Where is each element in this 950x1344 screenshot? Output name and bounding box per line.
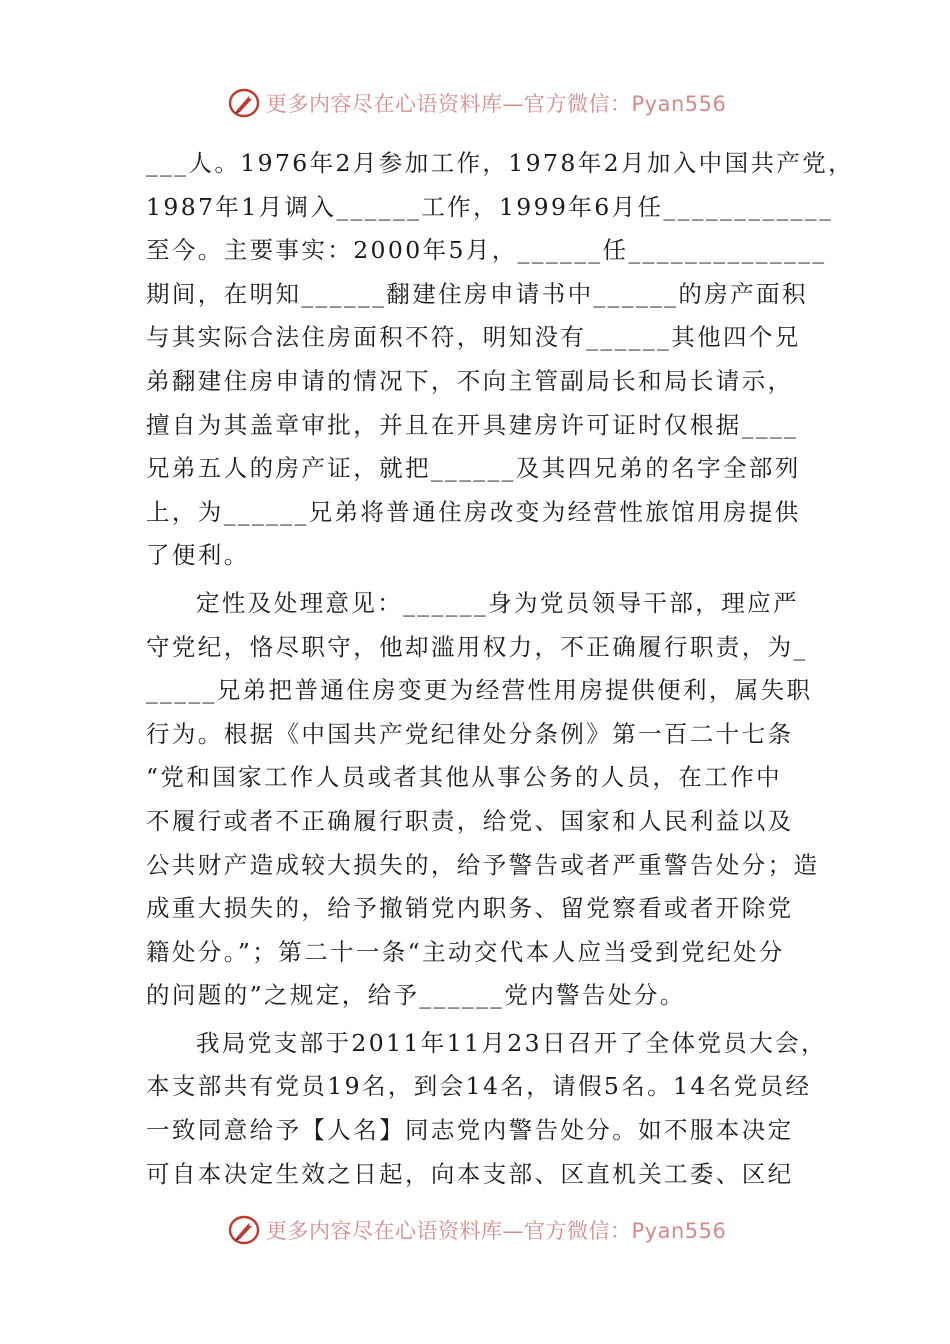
text-line: 的问题的”之规定，给予______党内警告处分。: [146, 981, 686, 1010]
header-banner: [228, 86, 726, 120]
text-line: ___人。1976年2月参加工作，1978年2月加入中国共产党，: [146, 149, 855, 177]
text-line: _____兄弟把普通住房变更为经营性用房提供便利，属失职: [146, 676, 813, 705]
text-line: 守党纪，恪尽职守，他却滥用权力，不正确履行职责，为_: [146, 632, 808, 661]
text-line: “党和国家工作人员或者其他从事公务的人员，在工作中: [146, 763, 783, 792]
text-line: 上，为______兄弟将普通住房改变为经营性旅馆用房提供: [146, 497, 801, 526]
text-line: 籍处分。”；第二十一条“主动交代本人应当受到党纪处分: [146, 937, 785, 966]
document-body: [146, 142, 855, 1196]
text-line: 可自本决定生效之日起，向本支部、区直机关工委、区纪: [146, 1159, 794, 1188]
text-line: 不履行或者不正确履行职责，给党、国家和人民利益以及: [146, 806, 794, 835]
text-line: 期间，在明知______翻建住房申请书中______的房产面积: [146, 279, 808, 308]
text-line: 公共财产造成较大损失的，给予警告或者严重警告处分；造: [146, 850, 820, 879]
text-line: 了便利。: [146, 541, 250, 570]
footer-banner: [228, 1213, 726, 1247]
text-line: 与其实际合法住房面积不符，明知没有______其他四个兄: [146, 323, 801, 352]
text-line: 本支部共有党员19名，到会14名，请假5名。14名党员经: [146, 1072, 812, 1101]
footer-banner-text: 更多内容尽在心语资料库—官方微信：Pyan556: [266, 1219, 727, 1243]
pen-logo-icon: [228, 1214, 260, 1246]
text-line: 行为。根据《中国共产党纪律处分条例》第一百二十七条: [146, 719, 794, 748]
paragraph-start-line: 定性及处理意见：______身为党员领导干部，理应严: [196, 588, 799, 617]
paragraph-start-line: 我局党支部于2011年11月23日召开了全体党员大会，: [196, 1028, 827, 1057]
text-line: 一致同意给予【人名】同志党内警告处分。如不服本决定: [146, 1116, 794, 1145]
text-line: 兄弟五人的房产证，就把______及其四兄弟的名字全部列: [146, 454, 801, 483]
text-line: 弟翻建住房申请的情况下，不向主管副局长和局长请示，: [146, 366, 794, 395]
text-line: 擅自为其盖章审批，并且在开具建房许可证时仅根据____: [146, 410, 799, 439]
pen-logo-icon: [228, 87, 260, 119]
text-line: 成重大损失的，给予撤销党内职务、留党察看或者开除党: [146, 894, 794, 923]
header-banner-text: 更多内容尽在心语资料库—官方微信：Pyan556: [266, 92, 727, 116]
text-line: 至今。主要事实：2000年5月，______任______________: [146, 236, 827, 265]
text-line: 1987年1月调入______工作，1999年6月任____________: [146, 192, 834, 221]
